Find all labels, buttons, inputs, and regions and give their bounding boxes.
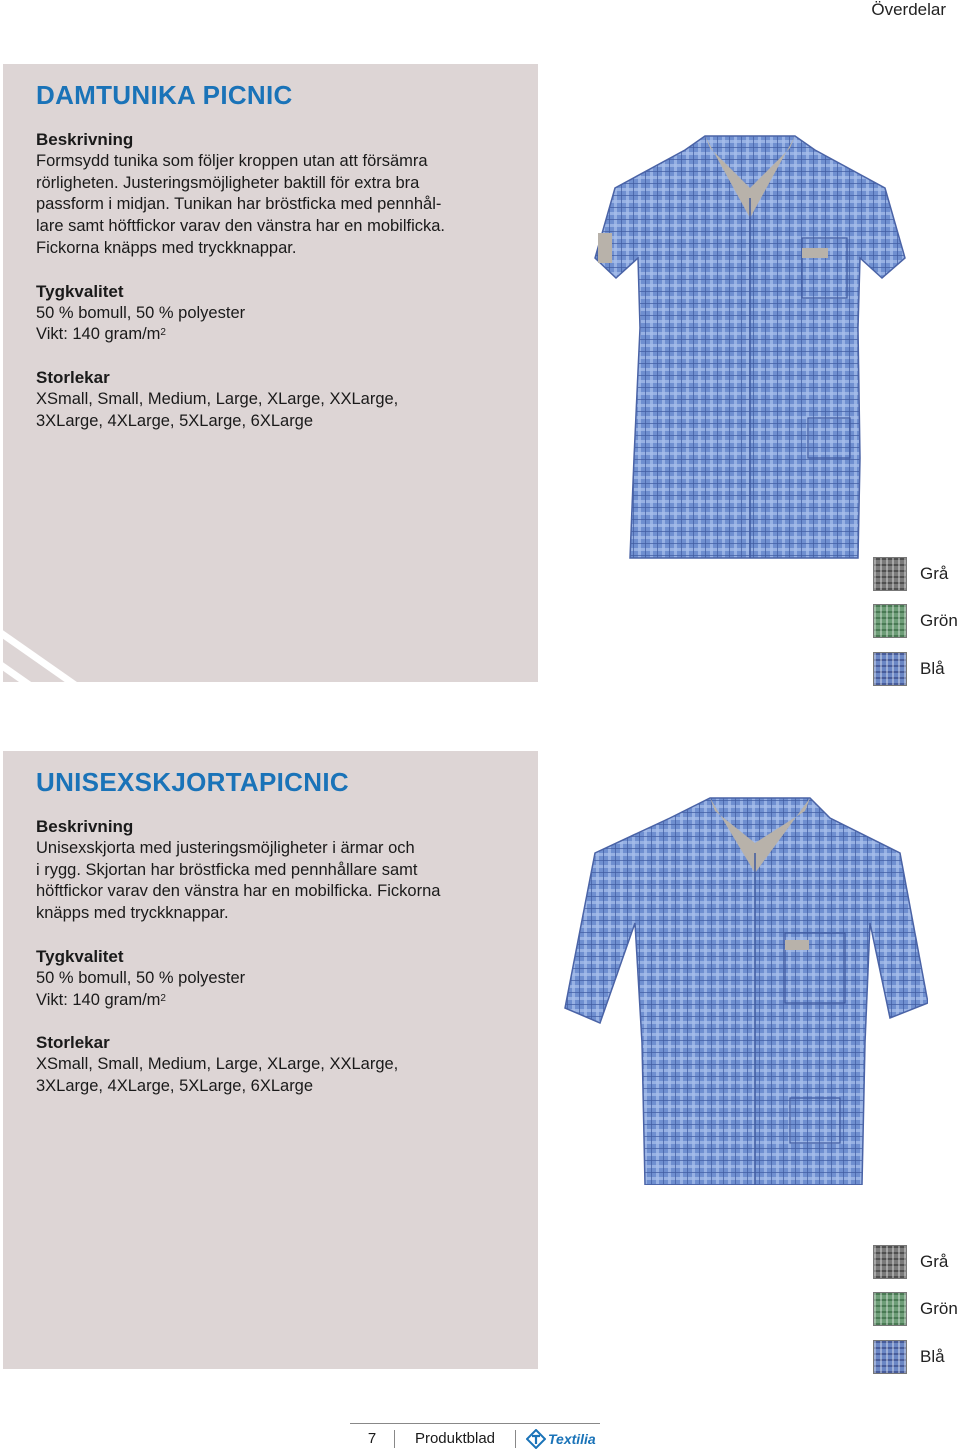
swatch-label: Blå: [920, 658, 945, 678]
section-label: Överdelar: [871, 0, 946, 19]
sizes-heading: Storlekar: [36, 367, 110, 387]
sizes-line: XSmall, Small, Medium, Large, XLarge, XXLarge,: [36, 1055, 399, 1074]
document-name: Produktblad: [395, 1430, 516, 1448]
swatch-row: [873, 598, 958, 646]
product-text-shirt: [36, 767, 506, 1119]
fabric-text: 50 % bomull, 50 % polyester: [36, 303, 246, 322]
product-title: UNISEXSKJORTAPICNIC: [36, 767, 349, 797]
fabric-text: 50 % bomull, 50 % polyester: [36, 968, 246, 987]
description-line: passform i midjan. Tunikan har bröstficka med pennhål-: [36, 195, 442, 214]
page-number: 7: [350, 1430, 395, 1448]
weight-value: Vikt: 140 gram/m: [36, 990, 161, 1009]
textilia-logo-icon: [526, 1429, 546, 1449]
fabric-heading: Tygkvalitet: [36, 946, 124, 966]
sizes-line: 3XLarge, 4XLarge, 5XLarge, 6XLarge: [36, 411, 314, 430]
tunic-image: [590, 128, 908, 560]
description-line: lare samt höftfickor varav den vänstra har en mobilficka.: [36, 217, 446, 236]
swatch-blue: [873, 1340, 907, 1374]
swatch-row: [873, 1333, 958, 1381]
description-line: Unisexskjorta med justeringsmöjligheter i ärmar och: [36, 839, 415, 857]
swatch-label: Grå: [920, 563, 949, 583]
weight-superscript: 2: [160, 327, 166, 339]
swatch-label: Blå: [920, 1346, 945, 1366]
product-title: DAMTUNIKA PICNIC: [36, 80, 293, 110]
description-line: knäpps med tryckknappar.: [36, 904, 229, 923]
swatch-gray: [873, 557, 907, 591]
swatch-label: Grå: [920, 1251, 949, 1271]
brand-name: Textilia: [548, 1431, 596, 1447]
swatch-blue: [873, 652, 907, 686]
description-line: höftfickor varav den vänstra har en mobilficka. Fickorna: [36, 882, 441, 901]
swatch-row: [873, 645, 958, 693]
weight-superscript: 2: [160, 992, 166, 1004]
shirt-image: [560, 793, 928, 1185]
page-footer: [350, 1423, 600, 1454]
weight-text: [36, 324, 506, 346]
description-line: i rygg. Skjortan har bröstficka med pennhållare samt: [36, 860, 418, 879]
weight-value: Vikt: 140 gram/m: [36, 325, 161, 344]
description-heading: Beskrivning: [36, 130, 134, 149]
swatch-label: Grön: [920, 1299, 958, 1319]
swatch-row: [873, 1238, 958, 1286]
sizes-line: XSmall, Small, Medium, Large, XLarge, XXLarge,: [36, 389, 399, 408]
description-line: Formsydd tunika som följer kroppen utan att försämra: [36, 152, 428, 170]
brand-logo: [526, 1429, 596, 1449]
color-swatches-shirt: [873, 1238, 958, 1381]
weight-text: [36, 990, 506, 1012]
swatch-row: [873, 550, 958, 598]
sizes-heading: Storlekar: [36, 1033, 110, 1053]
swatch-label: Grön: [920, 611, 958, 631]
swatch-row: [873, 1286, 958, 1334]
description-line: Fickorna knäpps med tryckknappar.: [36, 238, 297, 257]
swatch-green: [873, 1292, 907, 1326]
product-text-tunic: [36, 80, 506, 453]
description-heading: Beskrivning: [36, 817, 134, 836]
sizes-line: 3XLarge, 4XLarge, 5XLarge, 6XLarge: [36, 1076, 314, 1095]
fabric-heading: Tygkvalitet: [36, 281, 124, 301]
color-swatches-tunic: [873, 550, 958, 693]
description-line: rörligheten. Justeringsmöjligheter baktill för extra bra: [36, 173, 420, 192]
swatch-green: [873, 604, 907, 638]
swatch-gray: [873, 1245, 907, 1279]
